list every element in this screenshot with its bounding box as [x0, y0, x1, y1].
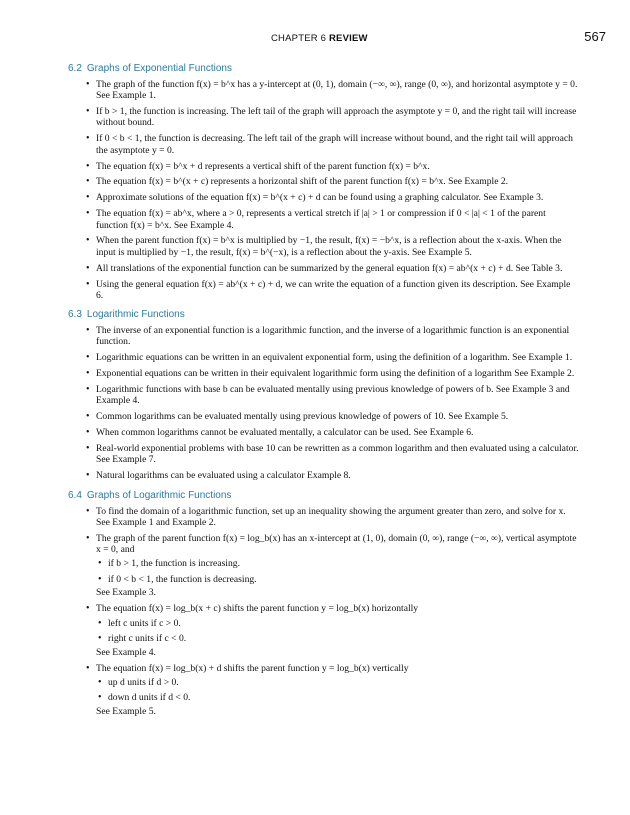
- list-item: • Real-world exponential problems with base 10 can be rewritten as a common logarithm and then evaluated using a calculator. See Example 7.: [68, 443, 580, 466]
- section-heading: [68, 308, 580, 322]
- list-item: • Common logarithms can be evaluated mentally using previous knowledge of powers of 10. See Example 5.: [68, 411, 580, 422]
- list-item: • The graph of the function f(x) = b^x has a y-intercept at (0, 1), domain (−∞, ∞), range (0, ∞), and horizontal asymptote y = 0. See Example 1.: [68, 79, 580, 102]
- list-item-text: • The graph of the parent function f(x) = log_b(x) has an x-intercept at (1, 0), domain (0, ∞), range (−∞, ∞), vertical asymptote x = 0, and: [96, 532, 577, 555]
- list-item: • If 0 < b < 1, the function is decreasing. The left tail of the graph will increase without bound, and the right tail will approach the asymptote y = 0.: [68, 133, 580, 156]
- list-item: [68, 663, 580, 704]
- section-title: Logarithmic Functions: [86, 309, 185, 321]
- section-title: Graphs of Exponential Functions: [86, 63, 232, 74]
- sub-list: [96, 558, 580, 585]
- sub-list-item: • right c units if c < 0.: [96, 633, 580, 644]
- page-header: [0, 29, 630, 49]
- sub-list-item: • if 0 < b < 1, the function is decreasing.: [96, 574, 580, 585]
- sub-list-item: • down d units if d < 0.: [96, 692, 580, 703]
- see-text: See Example 4.: [96, 646, 156, 658]
- list-item: • All translations of the exponential function can be summarized by the general equation f(x) = ab^(x + c) + d. See Table 3.: [68, 263, 580, 274]
- sub-list: [96, 677, 580, 704]
- list-item: • The inverse of an exponential function is a logarithmic function, and the inverse of a logarithmic function is an exponential function.: [68, 325, 580, 348]
- list-item: • Natural logarithms can be evaluated using a calculator Example 8.: [68, 470, 580, 481]
- list-item: • If b > 1, the function is increasing. The left tail of the graph will approach the asymptote y = 0, and the right tail will increase without bound.: [68, 106, 580, 129]
- list-item-text: • The equation f(x) = log_b(x) + d shifts the parent function y = log_b(x) vertically: [96, 662, 409, 674]
- list-item: • When common logarithms cannot be evaluated mentally, a calculator can be used. See Example 6.: [68, 427, 580, 438]
- section-list: [68, 325, 580, 481]
- chapter-label: CHAPTER 6: [271, 33, 327, 44]
- sub-list-item: • left c units if c > 0.: [96, 618, 580, 629]
- section-number: 6.2: [68, 63, 82, 74]
- page-number: 567: [584, 29, 606, 44]
- list-item: • Logarithmic equations can be written in an equivalent exponential form, using the definition of a logarithm. See Example 1.: [68, 352, 580, 363]
- list-item: • When the parent function f(x) = b^x is multiplied by −1, the result, f(x) = −b^x, is a reflection about the x-axis. When the input is multiplied by −1, the result, f(x) = b^(−x), is a reflection about the y-axis. See Example 5.: [68, 235, 580, 258]
- section-list: [68, 79, 580, 301]
- section-list: [68, 506, 580, 718]
- section-heading: [68, 62, 580, 76]
- list-item: • Approximate solutions of the equation f(x) = b^(x + c) + d can be found using a graphing calculator. See Example 3.: [68, 192, 580, 203]
- chapter-title: REVIEW: [328, 33, 368, 44]
- see-text: See Example 5.: [96, 706, 156, 718]
- sub-list-item: • if b > 1, the function is increasing.: [96, 558, 580, 569]
- list-item: [68, 603, 580, 644]
- running-head: [271, 33, 368, 44]
- list-item: [68, 533, 580, 585]
- list-item: • To find the domain of a logarithmic function, set up an inequality showing the argument greater than zero, and solve for x. See Example 1 and Example 2.: [68, 506, 580, 529]
- list-item-text: • The equation f(x) = log_b(x + c) shifts the parent function y = log_b(x) horizontally: [96, 603, 419, 615]
- list-item: • Logarithmic functions with base b can be evaluated mentally using previous knowledge of powers of b. See Example 3 and Example 4.: [68, 384, 580, 407]
- see-reference: [68, 706, 580, 717]
- sub-list-item: • up d units if d > 0.: [96, 677, 580, 688]
- section-heading: [68, 489, 580, 503]
- see-reference: [68, 647, 580, 658]
- section-number: 6.4: [68, 489, 82, 501]
- list-item: • The equation f(x) = b^(x + c) represents a horizontal shift of the parent function f(x) = b^x. See Example 2.: [68, 176, 580, 187]
- list-item: • The equation f(x) = ab^x, where a > 0, represents a vertical stretch if |a| > 1 or compression if 0 < |a| < 1 of the parent function f(x) = b^x. See Example 4.: [68, 208, 580, 231]
- list-item: • The equation f(x) = b^x + d represents a vertical shift of the parent function f(x) = b^x.: [68, 161, 580, 172]
- list-item: • Exponential equations can be written in their equivalent logarithmic form using the definition of a logarithm See Example 2.: [68, 368, 580, 379]
- section-title: Graphs of Logarithmic Functions: [86, 489, 232, 501]
- sub-list: [96, 618, 580, 645]
- section-number: 6.3: [68, 309, 82, 321]
- see-reference: [68, 587, 580, 598]
- list-item: • Using the general equation f(x) = ab^(x + c) + d, we can write the equation of a function given its description. See Example 6.: [68, 279, 580, 302]
- review-content: [68, 62, 580, 725]
- see-text: See Example 3.: [96, 587, 156, 599]
